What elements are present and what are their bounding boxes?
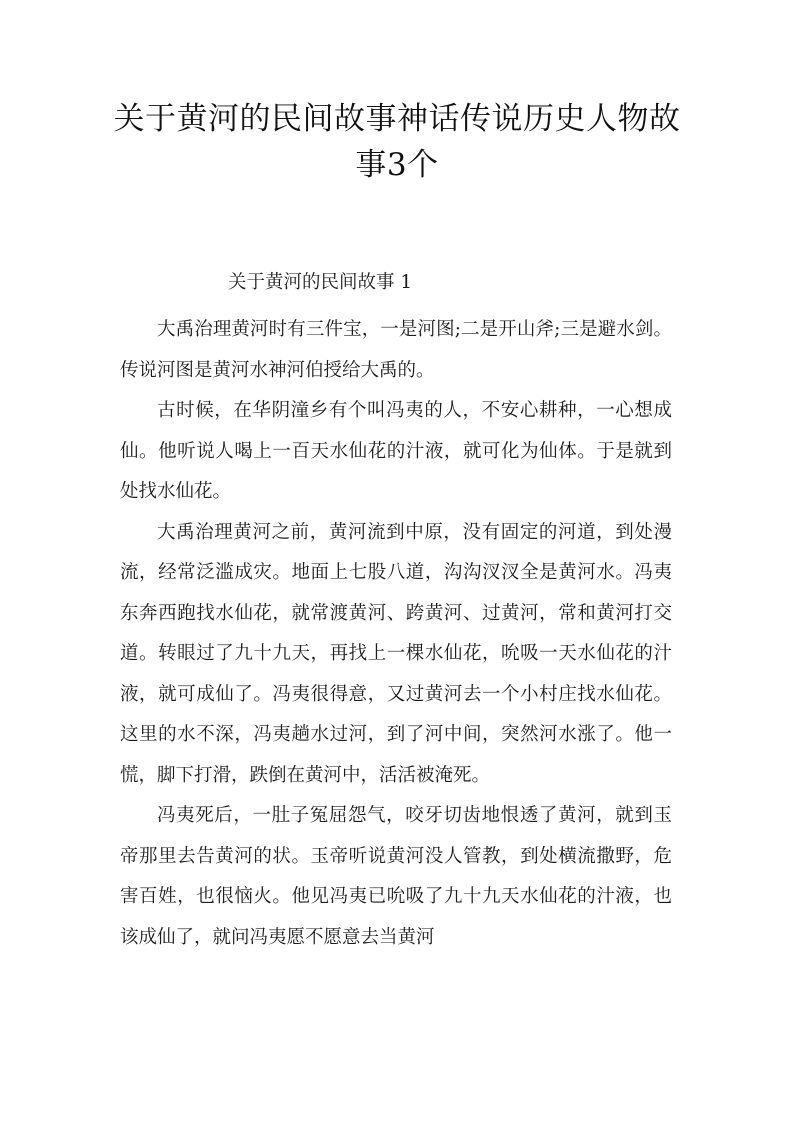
paragraph: 冯夷死后，一肚子冤屈怨气，咬牙切齿地恨透了黄河，就到玉帝那里去告黄河的状。玉帝听说黄河没人管教，到处横流撒野，危害百姓，也很恼火。他见冯夷已吮吸了九十九天水仙花的汁液，也该成仙了，就问冯夷愿不愿意去当黄河 <box>120 805 672 948</box>
document-body <box>120 310 672 958</box>
paragraph: 大禹治理黄河之前，黄河流到中原，没有固定的河道，到处漫流，经常泛滥成灾。地面上七股八道，沟沟汊汊全是黄河水。冯夷东奔西跑找水仙花，就常渡黄河、跨黄河、过黄河，常和黄河打交道。转眼过了九十九天，再找上一棵水仙花，吮吸一天水仙花的汁液，就可成仙了。冯夷很得意，又过黄河去一个小村庄找水仙花。这里的水不深，冯夷趟水过河，到了河中间，突然河水涨了。他一慌，脚下打滑，跌倒在黄河中，活活被淹死。 <box>120 521 672 786</box>
section-heading: 关于黄河的民间故事 1 <box>228 272 413 293</box>
paragraph: 大禹治理黄河时有三件宝，一是河图;二是开山斧;三是避水剑。传说河图是黄河水神河伯授给大禹的。 <box>120 319 672 381</box>
paragraph: 古时候，在华阴潼乡有个叫冯夷的人，不安心耕种，一心想成仙。他听说人喝上一百天水仙花的汁液，就可化为仙体。于是就到处找水仙花。 <box>120 400 672 502</box>
document-title: 关于黄河的民间故事神话传说历史人物故事3个 <box>113 101 681 183</box>
